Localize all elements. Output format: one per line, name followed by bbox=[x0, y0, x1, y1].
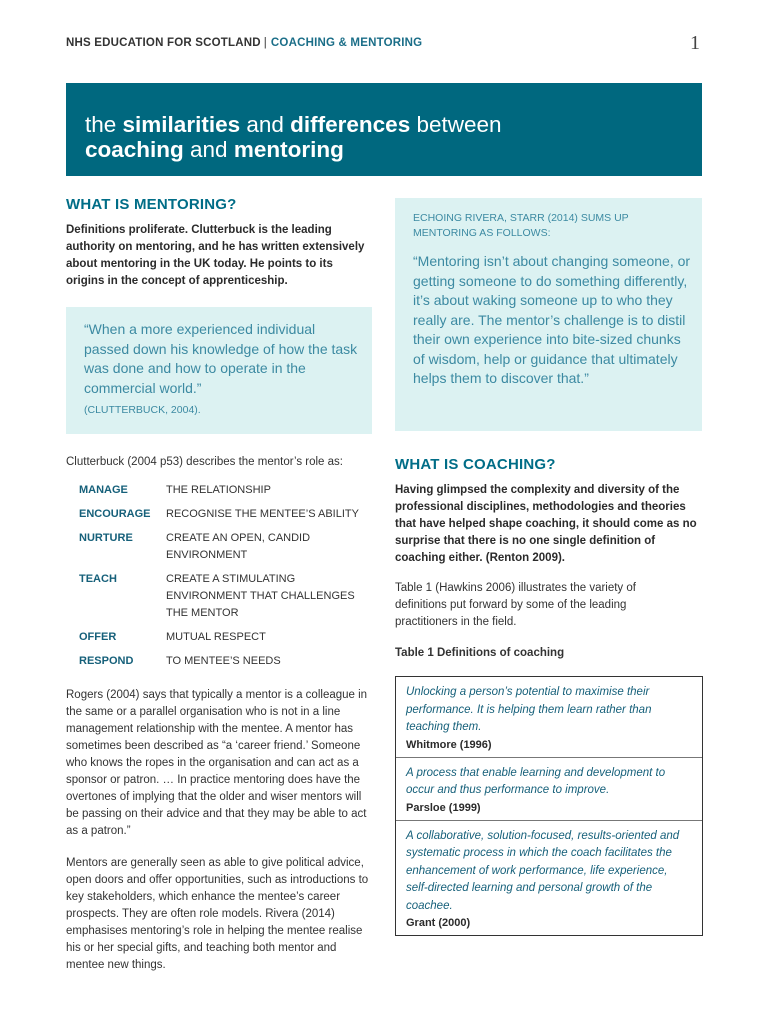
role-row bbox=[79, 629, 369, 646]
mentoring-intro: Definitions proliferate. Clutterbuck is the leading authority on mentoring, and he has written extensively about mentoring in the UK today. He points to its origins in the concept of apprenticeship. bbox=[66, 224, 365, 287]
definition-row bbox=[396, 758, 702, 821]
page-title bbox=[85, 112, 502, 162]
role-row bbox=[79, 653, 369, 670]
role-intro: Clutterbuck (2004 p53) describes the mentor’s role as: bbox=[66, 456, 343, 468]
definition-author: Grant (2000) bbox=[406, 917, 471, 929]
clutterbuck-citation: (CLUTTERBUCK, 2004). bbox=[84, 404, 201, 416]
title-line-1 bbox=[85, 112, 502, 137]
coaching-definitions-table bbox=[395, 676, 703, 936]
role-value: TO MENTEE’S NEEDS bbox=[166, 655, 281, 667]
role-row bbox=[79, 530, 369, 564]
role-row bbox=[79, 571, 369, 622]
header-org: NHS EDUCATION FOR SCOTLAND bbox=[66, 37, 261, 49]
coaching-heading: WHAT IS COACHING? bbox=[395, 456, 556, 473]
role-key: OFFER bbox=[79, 631, 117, 643]
role-key: RESPOND bbox=[79, 655, 134, 667]
definition-text: A process that enable learning and development to occur and thus performance to improve. bbox=[406, 766, 666, 796]
title-segment: similarities bbox=[122, 112, 241, 137]
mentor-role-list bbox=[79, 482, 369, 677]
starr-intro: ECHOING RIVERA, STARR (2014) SUMS UP MENTORING AS FOLLOWS: bbox=[413, 212, 629, 239]
title-segment: and bbox=[240, 112, 291, 137]
header-separator: | bbox=[263, 37, 267, 49]
role-value: CREATE A STIMULATING ENVIRONMENT THAT CHALLENGES THE MENTOR bbox=[166, 573, 355, 619]
definition-row bbox=[396, 677, 702, 758]
definition-row bbox=[396, 821, 702, 936]
role-key: MANAGE bbox=[79, 484, 128, 496]
starr-quote-box bbox=[395, 198, 702, 431]
definition-author: Whitmore (1996) bbox=[406, 738, 492, 751]
title-segment: mentoring bbox=[233, 137, 344, 162]
title-banner bbox=[66, 83, 702, 176]
title-segment: the bbox=[85, 112, 123, 137]
role-key: TEACH bbox=[79, 573, 117, 585]
page-number: 1 bbox=[690, 32, 700, 54]
definition-author: Parsloe (1999) bbox=[406, 801, 481, 814]
title-segment: coaching bbox=[85, 137, 184, 162]
title-segment: differences bbox=[290, 112, 411, 137]
role-row bbox=[79, 482, 369, 499]
table-intro: Table 1 (Hawkins 2006) illustrates the variety of definitions put forward by some of the leading practitioners in the field. bbox=[395, 582, 636, 628]
role-value: CREATE AN OPEN, CANDID ENVIRONMENT bbox=[166, 532, 311, 561]
title-segment: between bbox=[410, 112, 502, 137]
rogers-paragraph: Rogers (2004) says that typically a mentor is a colleague in the same or a parallel organisation who is not in a line management relationship with the mentee. A mentor has sometimes been described as “a ‘career friend.’ Someone who knows the ropes in the organisation and can act as a sponsor or patron. … In practice mentoring does have the overtones of implying that the older and wiser mentors will be passing on their advice and that they may be able to act as a patron.” bbox=[66, 689, 368, 837]
role-value: MUTUAL RESPECT bbox=[166, 631, 266, 643]
title-segment: and bbox=[183, 137, 234, 162]
coaching-intro: Having glimpsed the complexity and diversity of the professional disciplines, methodologies and theories that have helped shape coaching, it should come as no surprise that there is no one single definition of coaching either. (Renton 2009). bbox=[395, 484, 697, 564]
running-header bbox=[66, 37, 422, 49]
clutterbuck-quote: “When a more experienced individual passed down his knowledge of how the task was done and how to operate in the commercial world.” bbox=[84, 321, 358, 396]
definition-text: A collaborative, solution-focused, results-oriented and systematic process in which the coach facilitates the enhancement of work performance, life experience, self-directed learning and personal growth of the coachee. bbox=[406, 829, 680, 912]
role-row bbox=[79, 506, 369, 523]
role-value: RECOGNISE THE MENTEE’S ABILITY bbox=[166, 508, 359, 520]
table-caption: Table 1 Definitions of coaching bbox=[395, 647, 565, 659]
role-key: NURTURE bbox=[79, 532, 133, 544]
definition-text: Unlocking a person’s potential to maximise their performance. It is helping them learn rather than teaching them. bbox=[406, 686, 652, 733]
mentoring-heading: WHAT IS MENTORING? bbox=[66, 196, 237, 213]
header-section: COACHING & MENTORING bbox=[270, 37, 423, 49]
starr-quote: “Mentoring isn’t about changing someone, or getting someone to do something differently, it’s about waking someone up to who they really are. The mentor’s challenge is to distil their own experience into bite-sized chunks of wisdom, help or guidance that ultimately helps them to discover that.” bbox=[413, 253, 691, 386]
mentors-paragraph: Mentors are generally seen as able to give political advice, open doors and offer opportunities, such as introductions to key stakeholders, which enhance the mentee’s career prospects. They are often role models. Rivera (2014) emphasises mentoring’s role in helping the mentee realise his or her special gifts, and teaching both mentor and mentee new things. bbox=[66, 857, 369, 971]
clutterbuck-quote-box bbox=[66, 307, 372, 434]
role-value: THE RELATIONSHIP bbox=[166, 484, 271, 496]
role-key: ENCOURAGE bbox=[79, 508, 151, 520]
title-line-2 bbox=[85, 137, 502, 162]
